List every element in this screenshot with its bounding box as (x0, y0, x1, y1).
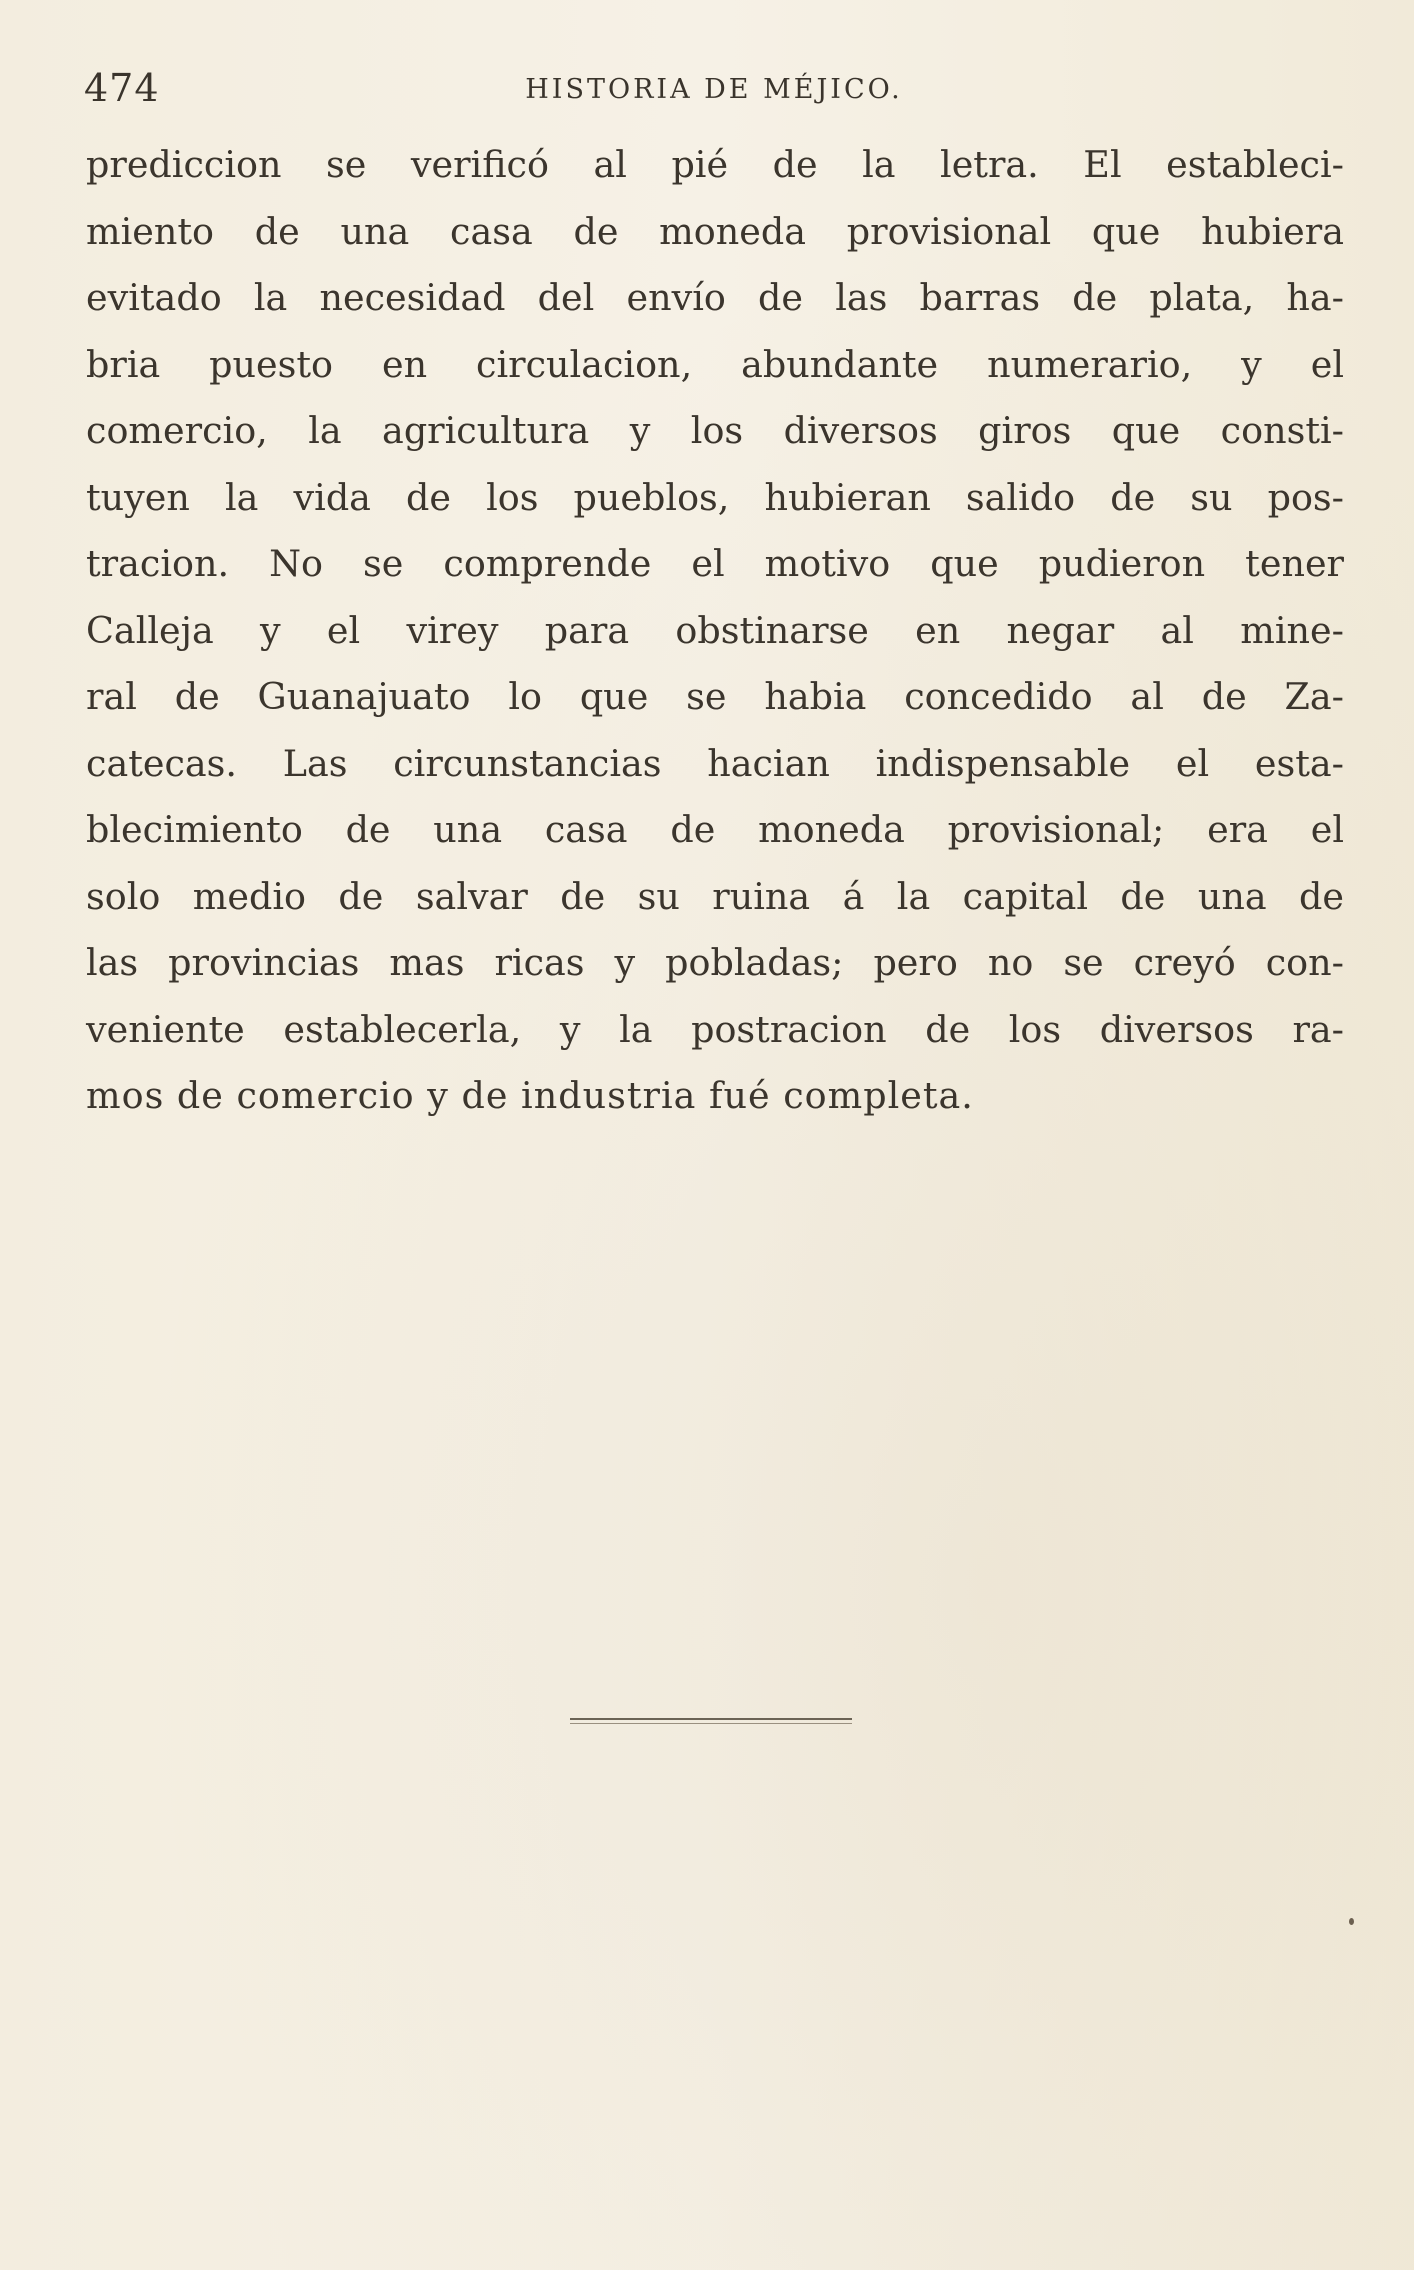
text-line: miento de una casa de moneda provisional que hubiera (86, 209, 1344, 253)
text-line: prediccion se verificó al pié de la letra. El estableci- (86, 143, 1344, 186)
body-paragraph (86, 132, 1344, 1130)
text-line: comercio, la agricultura y los diversos giros que consti- (86, 409, 1344, 452)
chapter-end-rule (570, 1718, 852, 1720)
text-line-last: mos de comercio y de industria fué completa. (86, 1074, 974, 1117)
page-number: 474 (84, 66, 160, 110)
text-line: tuyen la vida de los pueblos, hubieran salido de su pos- (86, 475, 1344, 519)
text-line: bria puesto en circulacion, abundante numerario, y el (86, 342, 1344, 386)
chapter-end-rule-secondary (570, 1723, 852, 1724)
text-line: veniente establecerla, y la postracion de los diversos ra- (86, 1007, 1344, 1051)
text-line: las provincias mas ricas y pobladas; pero no se creyó con- (86, 941, 1344, 984)
text-line: blecimiento de una casa de moneda provisional; era el (86, 808, 1344, 851)
text-line: evitado la necesidad del envío de las barras de plata, ha- (86, 276, 1344, 319)
text-line: ral de Guanajuato lo que se habia concedido al de Za- (86, 675, 1344, 718)
paper-speck (1349, 1918, 1354, 1925)
text-line: catecas. Las circunstancias hacian indispensable el esta- (86, 741, 1344, 785)
text-line: tracion. No se comprende el motivo que pudieron tener (86, 542, 1344, 585)
text-line: Calleja y el virey para obstinarse en negar al mine- (86, 608, 1344, 652)
text-line: solo medio de salvar de su ruina á la capital de una de (86, 874, 1344, 918)
page-header (84, 66, 1344, 116)
running-title: HISTORIA DE MÉJICO. (525, 74, 903, 105)
